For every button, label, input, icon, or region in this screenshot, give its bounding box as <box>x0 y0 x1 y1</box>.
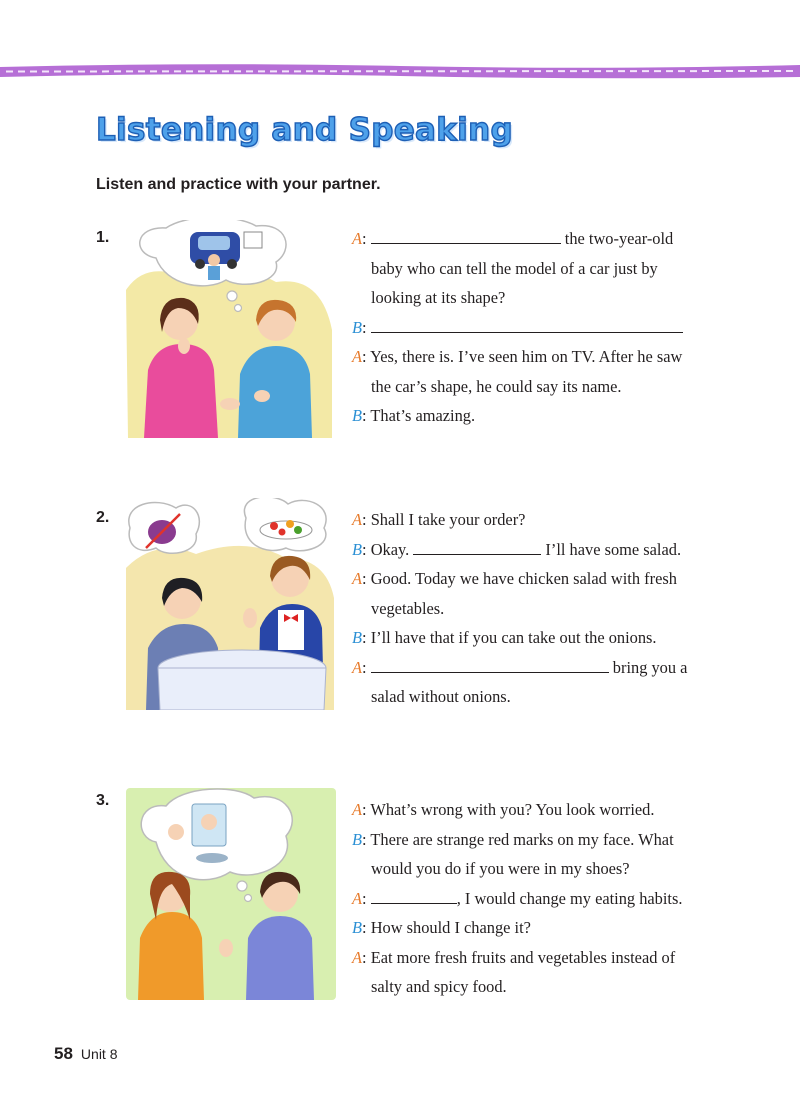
exercise-2-number: 2. <box>96 509 110 526</box>
speaker-label: B: <box>352 539 367 559</box>
dialog-turn <box>352 623 702 653</box>
dialog-turn <box>352 913 702 943</box>
dialog-text: How should I change it? <box>370 918 531 937</box>
speaker-label: A: <box>352 800 367 819</box>
dialog-text: What’s wrong with you? You look worried. <box>370 800 655 819</box>
exercise-1-number: 1. <box>96 229 110 246</box>
dialog-text: bring you a salad without onions. <box>371 657 688 706</box>
dialog-text: Yes, there is. I’ve seen him on TV. After he saw the car’s shape, he could say its name. <box>370 347 683 396</box>
instruction-text: Listen and practice with your partner. <box>96 176 381 193</box>
dialog-text: That’s amazing. <box>370 406 476 425</box>
dialog-text: the two-year-old baby who can tell the model of a car just by looking at its shape? <box>371 229 674 307</box>
page-footer <box>54 1044 118 1064</box>
speaker-label: A: <box>352 947 367 967</box>
dialog-turn <box>352 795 702 825</box>
dialog-turn <box>352 884 702 914</box>
dialog-3 <box>352 795 702 1002</box>
speaker-label: B: <box>352 628 367 647</box>
dialog-1 <box>352 224 702 431</box>
speaker-label: A: <box>352 510 367 529</box>
dialog-turn <box>352 342 702 401</box>
restaurant-waiter-salad-illustration <box>126 498 336 710</box>
speaker-label: A: <box>352 657 367 677</box>
speaker-label: A: <box>352 569 367 588</box>
answer-blank[interactable] <box>413 539 541 555</box>
dialog-text: I’ll have that if you can take out the onions. <box>370 628 657 647</box>
speaker-label: B: <box>352 918 367 937</box>
dialog-text: There are strange red marks on my face. What would you do if you were in my shoes? <box>370 829 674 878</box>
page-number: 58 <box>54 1044 73 1063</box>
speaker-label: A: <box>352 347 367 366</box>
answer-blank[interactable] <box>371 888 457 904</box>
dialog-turn <box>352 313 702 343</box>
answer-blank[interactable] <box>371 657 609 673</box>
dialog-turn <box>352 505 702 535</box>
exercise-3-number: 3. <box>96 792 110 809</box>
dialog-turn <box>352 401 702 431</box>
speaker-label: B: <box>352 406 367 425</box>
dialog-turn <box>352 564 702 623</box>
girl-worried-face-marks-illustration <box>126 788 336 1000</box>
dialog-text: , I would change my eating habits. <box>456 888 683 908</box>
speaker-label: A: <box>352 229 367 248</box>
decorative-top-band <box>0 62 800 80</box>
dialog-text: Okay. <box>370 539 414 559</box>
answer-blank[interactable] <box>371 228 561 244</box>
dialog-text: I’ll have some salad. <box>541 539 682 559</box>
dialog-text: Eat more fresh fruits and vegetables instead of salty and spicy food. <box>370 947 676 996</box>
dialog-turn <box>352 653 702 712</box>
dialog-turn <box>352 943 702 1002</box>
dialog-text: Shall I take your order? <box>370 510 526 529</box>
boy-girl-thinking-car-illustration <box>126 220 336 438</box>
speaker-label: B: <box>352 829 367 849</box>
dialog-2 <box>352 505 702 712</box>
answer-blank[interactable] <box>371 317 683 333</box>
page-title: Listening and Speaking <box>96 112 513 148</box>
dialog-text: Good. Today we have chicken salad with fresh vegetables. <box>370 569 677 618</box>
speaker-label: B: <box>352 317 367 337</box>
dialog-turn <box>352 535 702 565</box>
speaker-label: A: <box>352 888 367 908</box>
dialog-turn <box>352 825 702 884</box>
unit-label: Unit 8 <box>80 1046 118 1062</box>
dialog-turn <box>352 224 702 313</box>
